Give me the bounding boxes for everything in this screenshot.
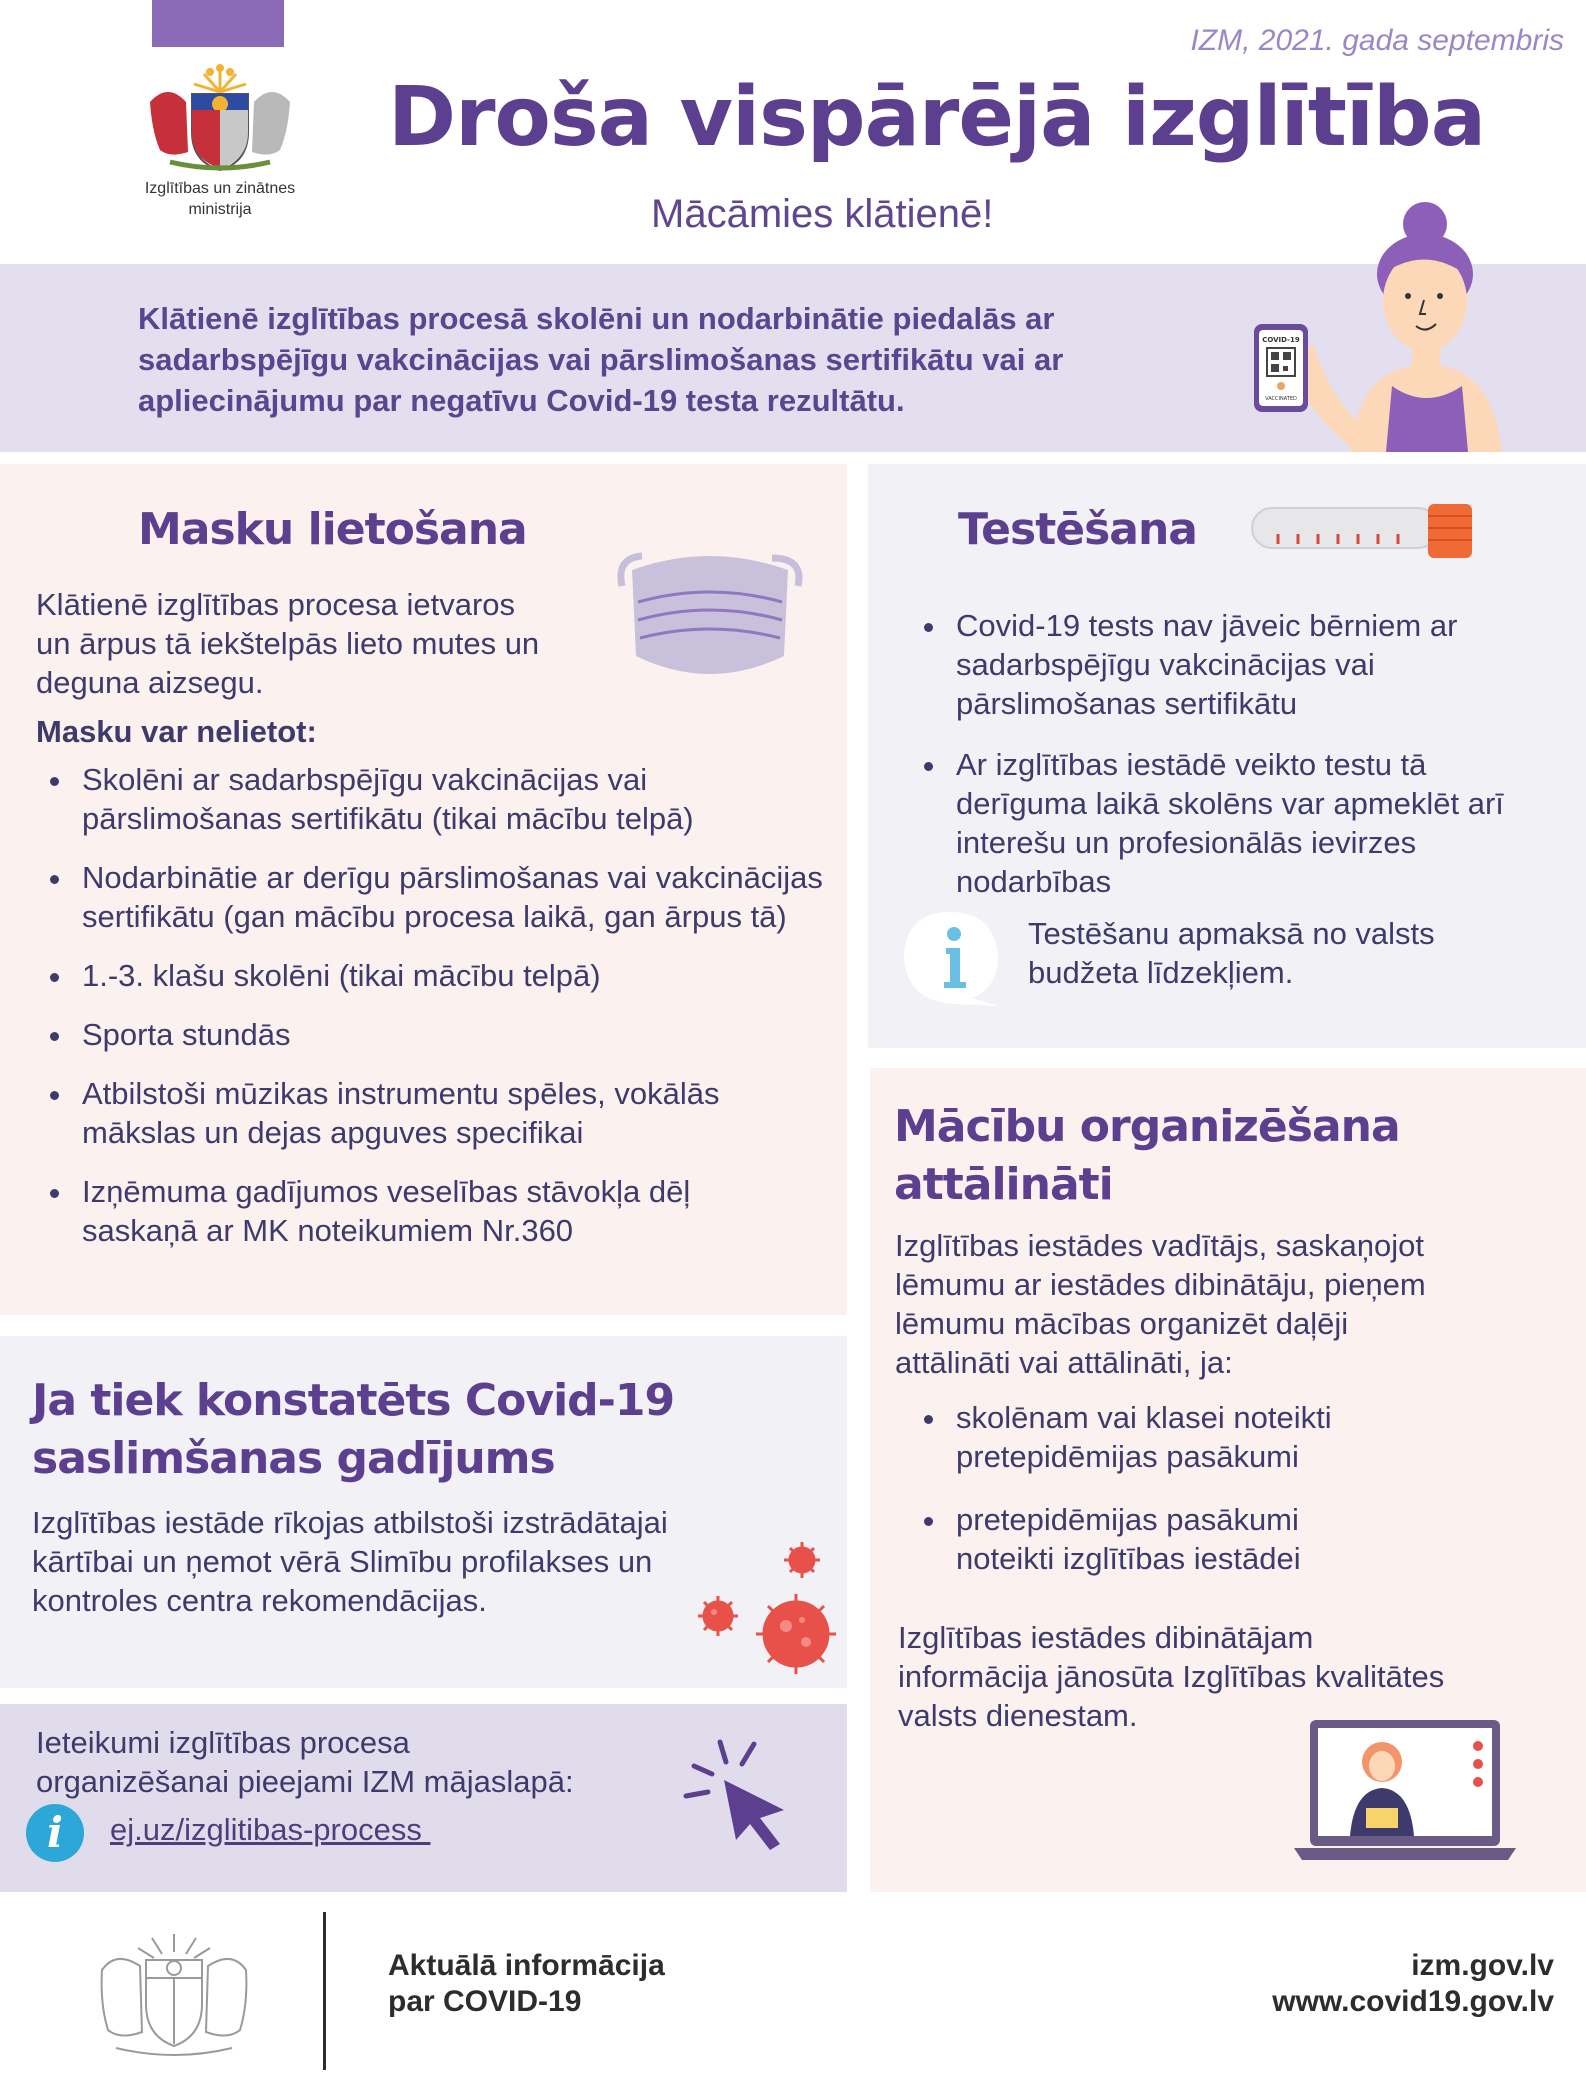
remote-outro-line2: informācija jānosūta Izglītības kvalitātes [898, 1659, 1445, 1694]
list-item: Ar izglītības iestādē veikto testu tā derīguma laikā skolēns var apmeklēt arī interešu un profesionālās ievirzes nodarbības [910, 745, 1530, 901]
remote-outro-line3: valsts dienestam. [898, 1698, 1138, 1733]
covid-case-line3: kontroles centra rekomendācijas. [32, 1583, 487, 1618]
recommendations-info-icon: i [26, 1804, 84, 1862]
remote-title [894, 1098, 1400, 1214]
click-cursor-icon [680, 1736, 800, 1854]
list-item: skolēnam vai klasei noteikti pretepidēmijas pasākumi [910, 1398, 1380, 1476]
intro-text [138, 298, 1063, 421]
covid-case-line1: Izglītības iestāde rīkojas atbilstoši izstrādātajai [32, 1505, 668, 1540]
covid-case-title-line1: Ja tiek konstatēts Covid-19 [32, 1375, 675, 1426]
intro-text-line3: apliecinājumu par negatīvu Covid-19 testa rezultātu. [138, 383, 905, 418]
list-item: Skolēni ar sadarbspējīgu vakcinācijas vai pārslimošanas sertifikātu (tikai mācību telpā) [36, 760, 756, 838]
masks-intro-line2: un ārpus tā iekštelpās lieto mutes un [36, 626, 540, 661]
remote-intro-line2: lēmumu ar iestādes dibinātāju, pieņem [895, 1267, 1426, 1302]
list-item: Izņēmuma gadījumos veselības stāvokļa dēļ saskaņā ar MK noteikumiem Nr.360 [36, 1172, 796, 1250]
remote-intro-line4: attālināti vai attālināti, ja: [895, 1345, 1233, 1380]
remote-intro [895, 1226, 1426, 1382]
ministry-name [116, 178, 324, 220]
mask-illustration [612, 546, 808, 696]
covid-case-title-line2: saslimšanas gadījums [32, 1433, 555, 1484]
date-label: IZM, 2021. gada septembris [1190, 24, 1564, 57]
masks-intro-line1: Klātienē izglītības procesa ietvaros [36, 587, 516, 622]
intro-text-line1: Klātienē izglītības procesā skolēni un nodarbinātie piedalās ar [138, 301, 1055, 336]
virus-illustration [690, 1538, 850, 1688]
intro-text-line2: sadarbspējīgu vakcinācijas vai pārslimošanas sertifikātu vai ar [138, 342, 1064, 377]
virus-icon [690, 1538, 850, 1688]
remote-title-line1: Mācību organizēšana [894, 1101, 1400, 1152]
face-mask-icon [612, 546, 808, 696]
phone-label: COVID-19 [1262, 336, 1300, 344]
ministry-name-line2: ministrija [188, 201, 252, 218]
remote-intro-line1: Izglītības iestādes vadītājs, saskaņojot [895, 1228, 1425, 1263]
covid-case-line2: kārtībai un ņemot vērā Slimību profilakses un [32, 1544, 653, 1579]
footer-divider [323, 1912, 326, 2070]
recommendations-line1: Ieteikumi izglītības procesa [36, 1725, 410, 1760]
masks-exceptions-list [36, 760, 848, 1270]
remote-intro-line3: lēmumu mācības organizēt daļēji [895, 1306, 1349, 1341]
info-bubble-icon [898, 906, 1006, 1010]
testing-info-line2: budžeta līdzekļiem. [1028, 955, 1294, 990]
list-item: Nodarbinātie ar derīgu pārslimošanas vai vakcinācijas sertifikātu (gan mācību procesa laikā, gan ārpus tā) [36, 858, 848, 936]
list-item: Sporta stundās [36, 1015, 848, 1054]
laptop-teacher-icon [1290, 1716, 1520, 1864]
ministry-logo [140, 62, 300, 172]
remote-outro-line1: Izglītības iestādes dibinātājam [898, 1620, 1314, 1655]
testing-title: Testēšana [958, 504, 1197, 555]
footer-label-line1: Aktuālā informācija [388, 1949, 665, 1982]
footer-link-izm[interactable]: izm.gov.lv [1411, 1949, 1554, 1982]
masks-intro [36, 585, 539, 702]
testing-info-text [1028, 914, 1435, 992]
covid-case-title [32, 1372, 674, 1488]
coat-of-arms-icon [140, 62, 300, 172]
cursor-illustration [680, 1736, 800, 1854]
masks-intro-line3: deguna aizsegu. [36, 665, 264, 700]
test-tube-icon [1248, 500, 1476, 562]
recommendations-line2: organizēšanai pieejami IZM mājaslapā: [36, 1764, 574, 1799]
woman-with-phone-icon [1240, 196, 1530, 452]
covid-case-text [32, 1503, 668, 1620]
list-item: Atbilstoši mūzikas instrumentu spēles, vokālās mākslas un dejas apguves specifikai [36, 1074, 816, 1152]
list-item: Covid-19 tests nav jāveic bērniem ar sadarbspējīgu vakcinācijas vai pārslimošanas sertifikātu [910, 606, 1470, 723]
testing-info-line1: Testēšanu apmaksā no valsts [1028, 916, 1435, 951]
remote-list [910, 1398, 1430, 1598]
footer-link-covid19[interactable]: www.covid19.gov.lv [1272, 1985, 1554, 2018]
page-title: Droša vispārējā izglītība [388, 70, 1486, 165]
masks-exceptions-title: Masku var nelietot: [36, 714, 317, 749]
test-tube-illustration [1248, 500, 1476, 562]
testing-list [910, 606, 1550, 921]
page-subtitle: Mācāmies klātienē! [651, 192, 994, 236]
phone-badge: VACCINATED [1265, 396, 1297, 402]
ministry-name-line1: Izglītības un zinātnes [144, 180, 296, 197]
coat-of-arms-outline-icon [86, 1922, 262, 2060]
testing-info-icon [898, 906, 1006, 1010]
recommendations-text [36, 1723, 574, 1801]
footer-logo [86, 1922, 262, 2060]
recommendations-link[interactable]: ej.uz/izglitibas-process [110, 1812, 431, 1847]
laptop-illustration [1290, 1716, 1520, 1864]
footer-links [1272, 1948, 1554, 2020]
remote-title-line2: attālināti [894, 1159, 1113, 1210]
header-accent-bar [152, 0, 284, 47]
list-item: pretepidēmijas pasākumi noteikti izglītības iestādei [910, 1500, 1380, 1578]
list-item: 1.-3. klašu skolēni (tikai mācību telpā) [36, 956, 848, 995]
footer-label-line2: par COVID-19 [388, 1985, 582, 2018]
footer-label [388, 1948, 665, 2020]
woman-illustration [1240, 196, 1530, 452]
masks-title: Masku lietošana [138, 504, 527, 555]
